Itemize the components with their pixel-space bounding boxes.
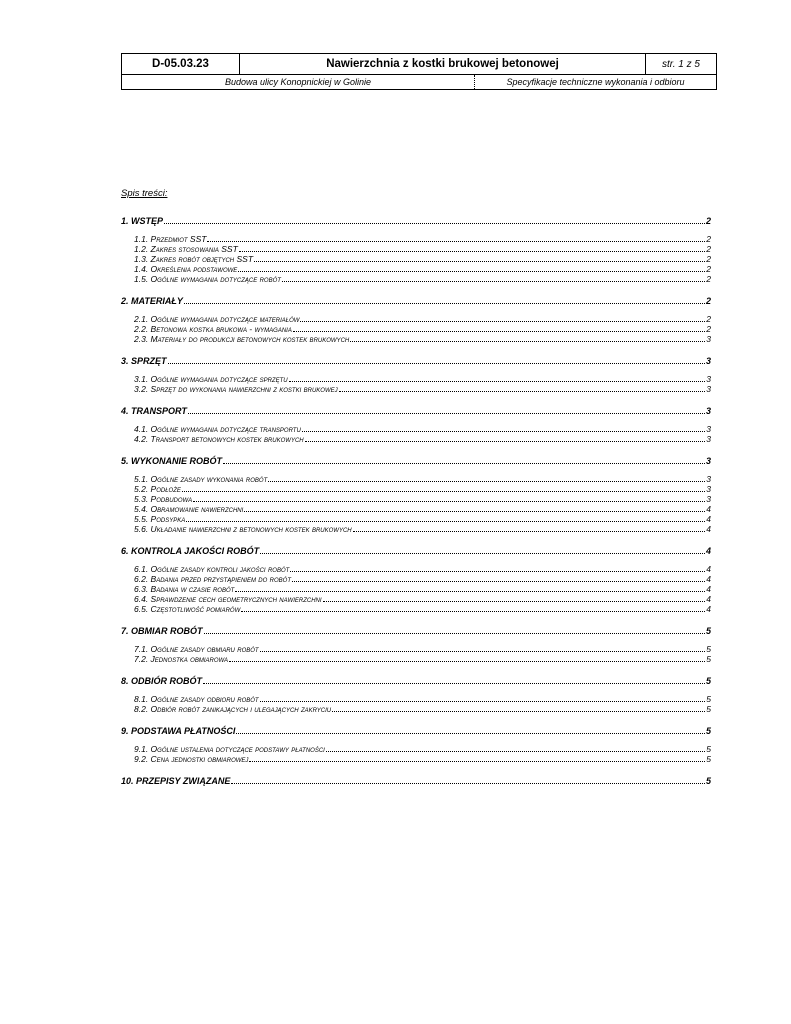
toc-entry-page: 4 <box>706 504 711 514</box>
toc-section <box>121 216 711 284</box>
dot-leader <box>249 761 705 762</box>
dot-leader <box>332 711 705 712</box>
toc-entry-title: 8.1. Ogólne zasady odbioru robót <box>134 694 259 704</box>
dot-leader <box>229 661 705 662</box>
toc-section <box>121 406 711 444</box>
toc-subsection <box>121 704 711 714</box>
toc-entry-title: 3. SPRZĘT <box>121 356 167 366</box>
toc-subsection <box>121 564 711 574</box>
toc-entry-title: 4. TRANSPORT <box>121 406 187 416</box>
toc-entry-title: 2.3. Materiały do produkcji betonowych kostek brukowych <box>134 334 350 344</box>
toc-entry-title: 5.6. Układanie nawierzchni z betonowych kostek brukowych <box>134 524 352 534</box>
toc-subsection <box>121 494 711 504</box>
dot-leader <box>231 783 705 784</box>
toc-subsection <box>121 694 711 704</box>
toc-entry-page: 3 <box>706 374 711 384</box>
dot-leader <box>168 363 705 364</box>
toc-entry-page: 4 <box>706 514 711 524</box>
dot-leader <box>244 511 705 512</box>
spec-title: Nawierzchnia z kostki brukowej betonowej <box>240 54 646 74</box>
toc-subsection <box>121 644 711 654</box>
toc-entry-page: 2 <box>705 216 711 226</box>
toc-entry-page: 3 <box>706 474 711 484</box>
dot-leader <box>293 331 705 332</box>
toc-chapter <box>121 626 711 638</box>
toc-subsection <box>121 524 711 534</box>
toc-chapter <box>121 776 711 788</box>
toc-chapter <box>121 726 711 738</box>
toc-section <box>121 776 711 788</box>
toc-entry-page: 3 <box>705 406 711 416</box>
project-name: Budowa ulicy Konopnickiej w Golinie <box>122 75 475 89</box>
toc-entry-title: 3.1. Ogólne wymagania dotyczące sprzętu <box>134 374 288 384</box>
toc-subsection <box>121 744 711 754</box>
dot-leader <box>188 413 705 414</box>
toc-entry-title: 2. MATERIAŁY <box>121 296 183 306</box>
dot-leader <box>239 251 705 252</box>
toc-entry-page: 4 <box>706 584 711 594</box>
toc-chapter <box>121 456 711 468</box>
toc-entry-page: 4 <box>706 524 711 534</box>
page-number: str. 1 z 5 <box>662 58 700 70</box>
dot-leader <box>289 381 706 382</box>
dot-leader <box>241 611 705 612</box>
toc-entry-title: 7. OBMIAR ROBÓT <box>121 626 203 636</box>
header-row-sub <box>122 75 716 89</box>
dot-leader <box>305 441 706 442</box>
dot-leader <box>302 431 705 432</box>
dot-leader <box>300 321 705 322</box>
spec-type: Specyfikacje techniczne wykonania i odbioru <box>506 77 685 87</box>
toc-entry-page: 4 <box>706 604 711 614</box>
toc-entry-title: 9.2. Cena jednostki obmiarowej <box>134 754 249 764</box>
toc-section <box>121 456 711 534</box>
toc-entry-page: 5 <box>706 704 711 714</box>
toc-subsection <box>121 264 711 274</box>
toc-entry-title: 1.3. Zakres robót objętych SST <box>134 254 254 264</box>
toc-entry-title: 5.1. Ogólne zasady wykonania robót <box>134 474 268 484</box>
toc-entry-page: 3 <box>706 424 711 434</box>
toc-subsection <box>121 254 711 264</box>
dot-leader <box>292 581 705 582</box>
toc-entry-title: 3.2. Sprzęt do wykonania nawierzchni z kostki brukowej <box>134 384 338 394</box>
toc-entry-page: 3 <box>706 434 711 444</box>
toc-entry-page: 5 <box>706 754 711 764</box>
toc-entry-page: 2 <box>706 314 711 324</box>
toc-section <box>121 356 711 394</box>
toc-entry-page: 3 <box>705 356 711 366</box>
toc-section <box>121 296 711 344</box>
dot-leader <box>164 223 705 224</box>
toc-subsection <box>121 244 711 254</box>
toc-entry-title: 5. WYKONANIE ROBÓT <box>121 456 223 466</box>
toc-entry-page: 3 <box>706 494 711 504</box>
header-row-main <box>122 54 716 75</box>
toc-subsection <box>121 504 711 514</box>
dot-leader <box>260 553 705 554</box>
dot-leader <box>282 281 705 282</box>
toc-subsection <box>121 474 711 484</box>
toc-entry-page: 5 <box>706 644 711 654</box>
toc-chapter <box>121 676 711 688</box>
toc-entry-title: 8.2. Odbiór robót zanikających i ulegających zakryciu <box>134 704 332 714</box>
toc-subsection <box>121 604 711 614</box>
dot-leader <box>350 341 705 342</box>
toc-chapter <box>121 546 711 558</box>
dot-leader <box>184 303 705 304</box>
toc-section <box>121 676 711 714</box>
dot-leader <box>260 651 706 652</box>
toc-subsection <box>121 234 711 244</box>
toc-entry-page: 5 <box>705 626 711 636</box>
toc-entry-page: 5 <box>706 694 711 704</box>
toc-entry-title: 6.4. Sprawdzenie cech geometrycznych nawierzchni <box>134 594 322 604</box>
toc-chapter <box>121 216 711 228</box>
toc-entry-title: 5.4. Obramowanie nawierzchni <box>134 504 244 514</box>
dot-leader <box>339 391 706 392</box>
toc-subsection <box>121 514 711 524</box>
toc-entry-title: 6.2. Badania przed przystąpieniem do robót <box>134 574 292 584</box>
table-of-contents <box>121 216 711 800</box>
dot-leader <box>207 241 705 242</box>
toc-entry-title: 8. ODBIÓR ROBÓT <box>121 676 203 686</box>
toc-entry-page: 4 <box>706 574 711 584</box>
toc-entry-page: 2 <box>706 264 711 274</box>
dot-leader <box>353 531 706 532</box>
toc-caption: Spis treści: <box>121 188 168 199</box>
toc-entry-title: 4.1. Ogólne wymagania dotyczące transportu <box>134 424 301 434</box>
dot-leader <box>193 501 705 502</box>
toc-subsection <box>121 574 711 584</box>
toc-entry-page: 5 <box>705 676 711 686</box>
toc-entry-page: 5 <box>705 776 711 786</box>
toc-entry-title: 2.2. Betonowa kostka brukowa - wymagania <box>134 324 292 334</box>
toc-entry-title: 4.2. Transport betonowych kostek brukowych <box>134 434 304 444</box>
toc-entry-page: 3 <box>706 384 711 394</box>
toc-section <box>121 546 711 614</box>
toc-entry-title: 6.5. Częstotliwość pomiarów <box>134 604 241 614</box>
dot-leader <box>236 733 705 734</box>
toc-subsection <box>121 584 711 594</box>
dot-leader <box>182 491 705 492</box>
toc-subsection <box>121 374 711 384</box>
toc-subsection <box>121 424 711 434</box>
toc-entry-page: 4 <box>705 546 711 556</box>
toc-entry-title: 5.2. Podłoże <box>134 484 181 494</box>
toc-entry-title: 5.5. Podsypka <box>134 514 186 524</box>
toc-entry-title: 10. PRZEPISY ZWIĄZANE <box>121 776 231 786</box>
dot-leader <box>235 591 705 592</box>
toc-entry-page: 3 <box>705 456 711 466</box>
dot-leader <box>204 633 705 634</box>
toc-subsection <box>121 434 711 444</box>
toc-subsection <box>121 594 711 604</box>
toc-entry-page: 2 <box>705 296 711 306</box>
toc-subsection <box>121 384 711 394</box>
toc-section <box>121 726 711 764</box>
toc-entry-title: 1.2. Zakres stosowania SST <box>134 244 238 254</box>
toc-entry-page: 5 <box>706 744 711 754</box>
dot-leader <box>323 601 706 602</box>
toc-entry-page: 2 <box>706 244 711 254</box>
toc-entry-title: 1.5. Ogólne wymagania dotyczące robót <box>134 274 281 284</box>
toc-entry-page: 5 <box>705 726 711 736</box>
toc-entry-title: 9. PODSTAWA PŁATNOŚCI <box>121 726 236 736</box>
toc-subsection <box>121 334 711 344</box>
toc-entry-title: 5.3. Podbudowa <box>134 494 193 504</box>
toc-entry-title: 1.4. Określenia podstawowe <box>134 264 238 274</box>
toc-subsection <box>121 314 711 324</box>
toc-entry-page: 5 <box>706 654 711 664</box>
toc-section <box>121 626 711 664</box>
toc-subsection <box>121 484 711 494</box>
dot-leader <box>268 481 705 482</box>
dot-leader <box>186 521 705 522</box>
dot-leader <box>238 271 705 272</box>
toc-subsection <box>121 754 711 764</box>
toc-subsection <box>121 274 711 284</box>
toc-entry-title: 9.1. Ogólne ustalenia dotyczące podstawy płatności <box>134 744 325 754</box>
page-header <box>121 53 717 90</box>
dot-leader <box>203 683 705 684</box>
toc-entry-page: 2 <box>706 324 711 334</box>
toc-chapter <box>121 406 711 418</box>
toc-entry-title: 1.1. Przedmiot SST <box>134 234 207 244</box>
toc-entry-title: 7.1. Ogólne zasady obmiaru robót <box>134 644 259 654</box>
toc-entry-title: 6.1. Ogólne zasady kontroli jakości robót <box>134 564 290 574</box>
toc-entry-page: 2 <box>706 254 711 264</box>
dot-leader <box>326 751 705 752</box>
toc-entry-page: 3 <box>706 484 711 494</box>
toc-entry-page: 2 <box>706 274 711 284</box>
dot-leader <box>254 261 705 262</box>
toc-entry-title: 1. WSTĘP <box>121 216 164 226</box>
dot-leader <box>223 463 705 464</box>
toc-entry-title: 7.2. Jednostka obmiarowa <box>134 654 229 664</box>
toc-entry-page: 4 <box>706 564 711 574</box>
toc-entry-title: 2.1. Ogólne wymagania dotyczące materiałów <box>134 314 300 324</box>
toc-entry-page: 2 <box>706 234 711 244</box>
toc-entry-page: 3 <box>706 334 711 344</box>
toc-chapter <box>121 356 711 368</box>
dot-leader <box>290 571 705 572</box>
toc-chapter <box>121 296 711 308</box>
toc-entry-title: 6.3. Badania w czasie robót <box>134 584 235 594</box>
toc-subsection <box>121 324 711 334</box>
toc-entry-page: 4 <box>706 594 711 604</box>
toc-entry-title: 6. KONTROLA JAKOŚCI ROBÓT <box>121 546 260 556</box>
spec-code: D-05.03.23 <box>122 54 240 74</box>
toc-subsection <box>121 654 711 664</box>
dot-leader <box>260 701 706 702</box>
